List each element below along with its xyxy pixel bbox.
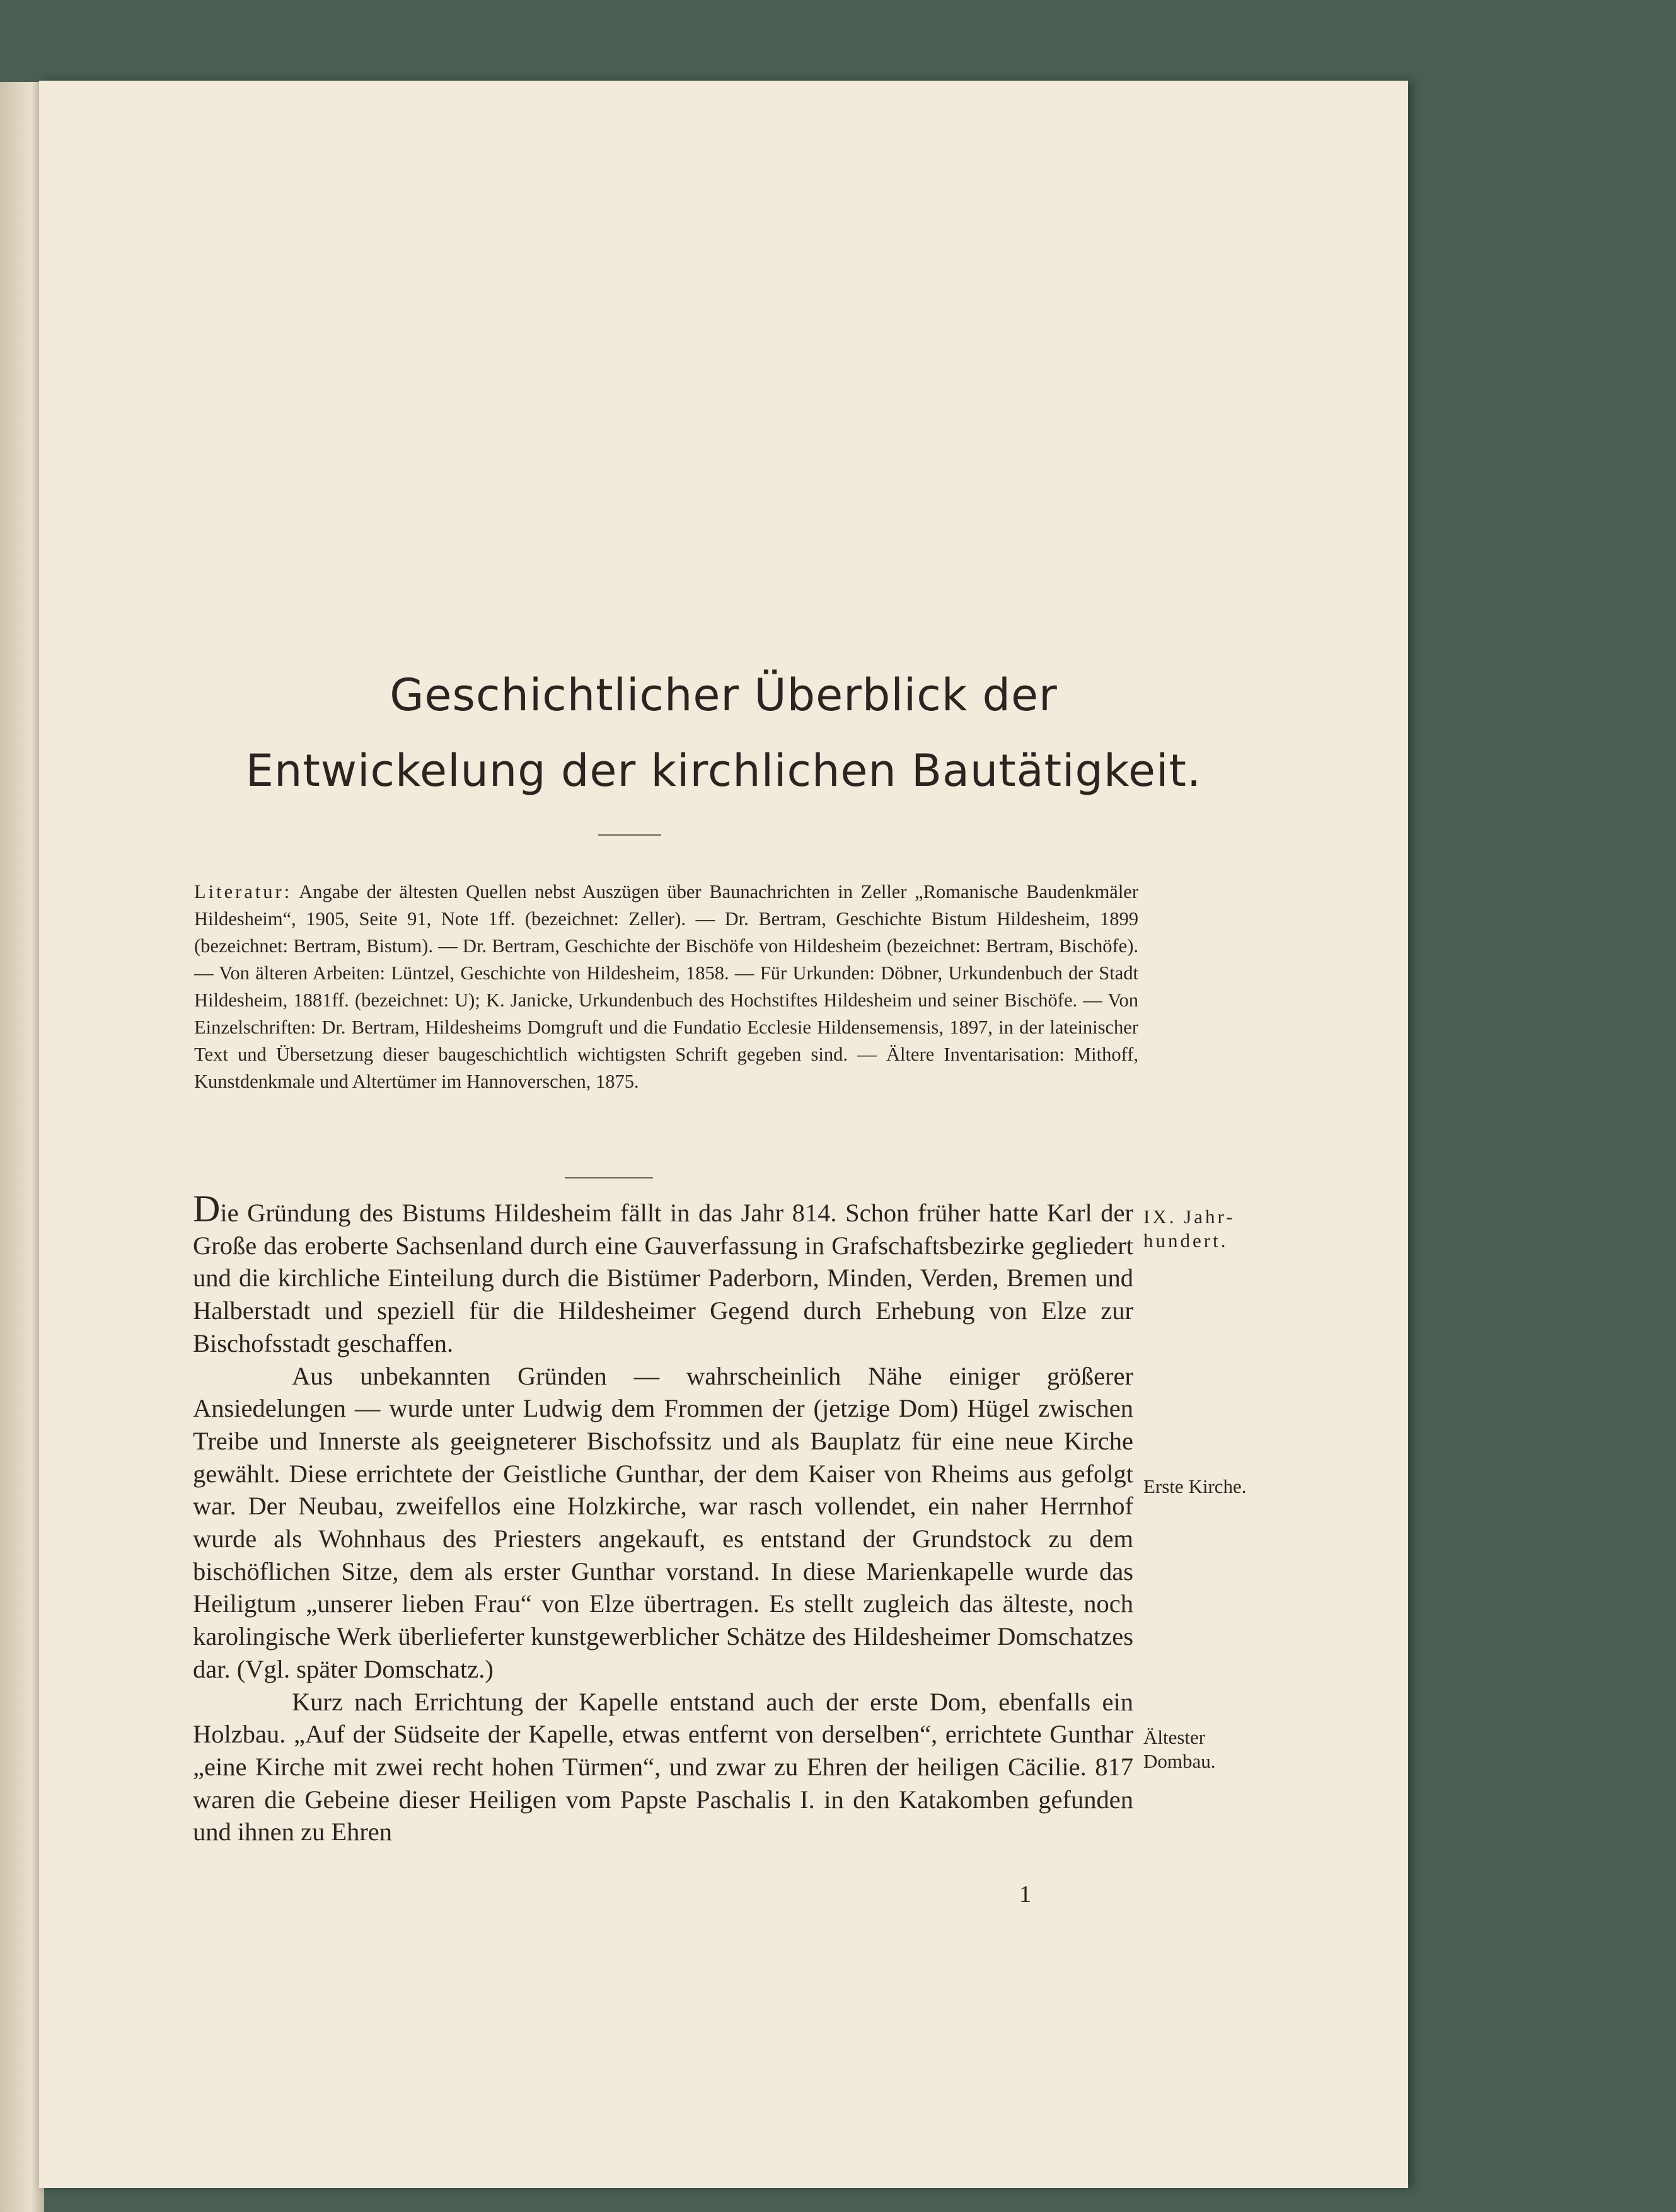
title-line-2: Entwickelung der kirchlichen Bautätigkeit. <box>245 745 1202 797</box>
literature-text: Angabe der ältesten Quellen nebst Auszügen über Baunachrichten in Zeller „Romanische Baudenkmäler Hildesheim“, 1905, Seite 91, Note 1ff. (bezeichnet: Zeller). — Dr. Bertram, Geschichte Bistum Hildesheim, 1899 (bezeichnet: Bertram, Bistum). — Dr. Bertram, Geschichte der Bischöfe von Hildesheim (bezeichnet: Bertram, Bischöfe). — Von älteren Arbeiten: Lüntzel, Geschichte von Hildesheim, 1858. — Für Urkunden: Döbner, Urkundenbuch der Stadt Hildesheim, 1881ff. (bezeichnet: U); K. Janicke, Urkundenbuch des Hochstiftes Hildesheim und seiner Bischöfe. — Von Einzelschriften: Dr. Bertram, Hildesheims Domgruft und die Fundatio Ecclesie Hildensemensis, 1897, in der lateinischer Text und Übersetzung dieser baugeschichtlich wichtigsten Schrift gegeben sind. — Ältere Inventarisation: Mithoff, Kunstdenkmale und Altertümer im Hannoverschen, 1875. <box>194 881 1138 1092</box>
body-text <box>193 1188 1133 1848</box>
chapter-title <box>39 657 1408 809</box>
margin-note-first-church <box>1143 1475 1301 1499</box>
paragraph-2: Aus unbekannten Gründen — wahrscheinlich Nähe einiger größerer Ansiedelungen — wurde unter Ludwig dem Frommen der (jetzige Dom) Hügel zwischen Treibe und Innerste als geeigneterer Bischofssitz und als Bauplatz für eine neue Kirche gewählt. Diese errichtete der Geistliche Gunthar, der dem Kaiser von Rheims aus gefolgt war. Der Neubau, zweifellos eine Holzkirche, war rasch vollendet, ein naher Herrnhof wurde als Wohnhaus des Priesters angekauft, es entstand der Grundstock zu dem bischöflichen Sitze, dem als erster Gunthar vorstand. In diese Marienkapelle wurde das Heiligtum „unserer lieben Frau“ von Elze übertragen. Es stellt zugleich das älteste, noch karolingische Werk überlieferter kunstgewerblicher Schätze des Hildesheimer Domschatzes dar. (Vgl. später Domschatz.) <box>193 1361 1133 1683</box>
paragraph-1-text: ie Gründung des Bistums Hildesheim fällt in das Jahr 814. Schon früher hatte Karl der Große das eroberte Sachsenland durch eine Gauverfassung in Grafschaftsbezirke gegliedert und die kirchliche Einteilung durch die Bistümer Paderborn, Minden, Verden, Bremen und Halberstadt und speziell für die Hildesheimer Gegend durch Erhebung von Elze zur Bischofsstadt geschaffen. <box>193 1199 1133 1357</box>
paragraph-1 <box>193 1188 1133 1360</box>
literature-divider <box>565 1177 653 1178</box>
literature-paragraph <box>194 878 1138 1095</box>
margin-note-century-line2: hundert. <box>1143 1230 1228 1252</box>
margin-note-oldest-line1: Ältester <box>1143 1726 1206 1748</box>
paragraph-3: Kurz nach Errichtung der Kapelle entstand auch der erste Dom, ebenfalls ein Holzbau. „Auf der Südseite der Kapelle, etwas entfernt von derselben“, errichtete Gunthar „eine Kirche mit zwei recht hohen Türmen“, und zwar zu Ehren der heiligen Cäcilie. 817 waren die Gebeine dieser Heiligen vom Papste Paschalis I. in den Katakomben gefunden und ihnen zu Ehren <box>193 1687 1133 1846</box>
previous-page-edge <box>0 82 44 2212</box>
title-line-1: Geschichtlicher Überblick der <box>390 669 1058 721</box>
book-page <box>39 81 1408 2188</box>
title-divider <box>598 834 661 836</box>
margin-note-century <box>1143 1205 1301 1253</box>
margin-note-oldest-line2: Dombau. <box>1143 1750 1216 1772</box>
margin-note-first-church-text: Erste Kirche. <box>1143 1475 1247 1497</box>
margin-note-century-line1: IX. Jahr- <box>1143 1206 1235 1228</box>
page-number: 1 <box>1019 1881 1031 1908</box>
margin-note-oldest-cathedral <box>1143 1725 1301 1773</box>
initial-letter: D <box>193 1188 221 1230</box>
literature-label: Literatur: <box>194 881 292 902</box>
literature-block <box>194 878 1138 1095</box>
